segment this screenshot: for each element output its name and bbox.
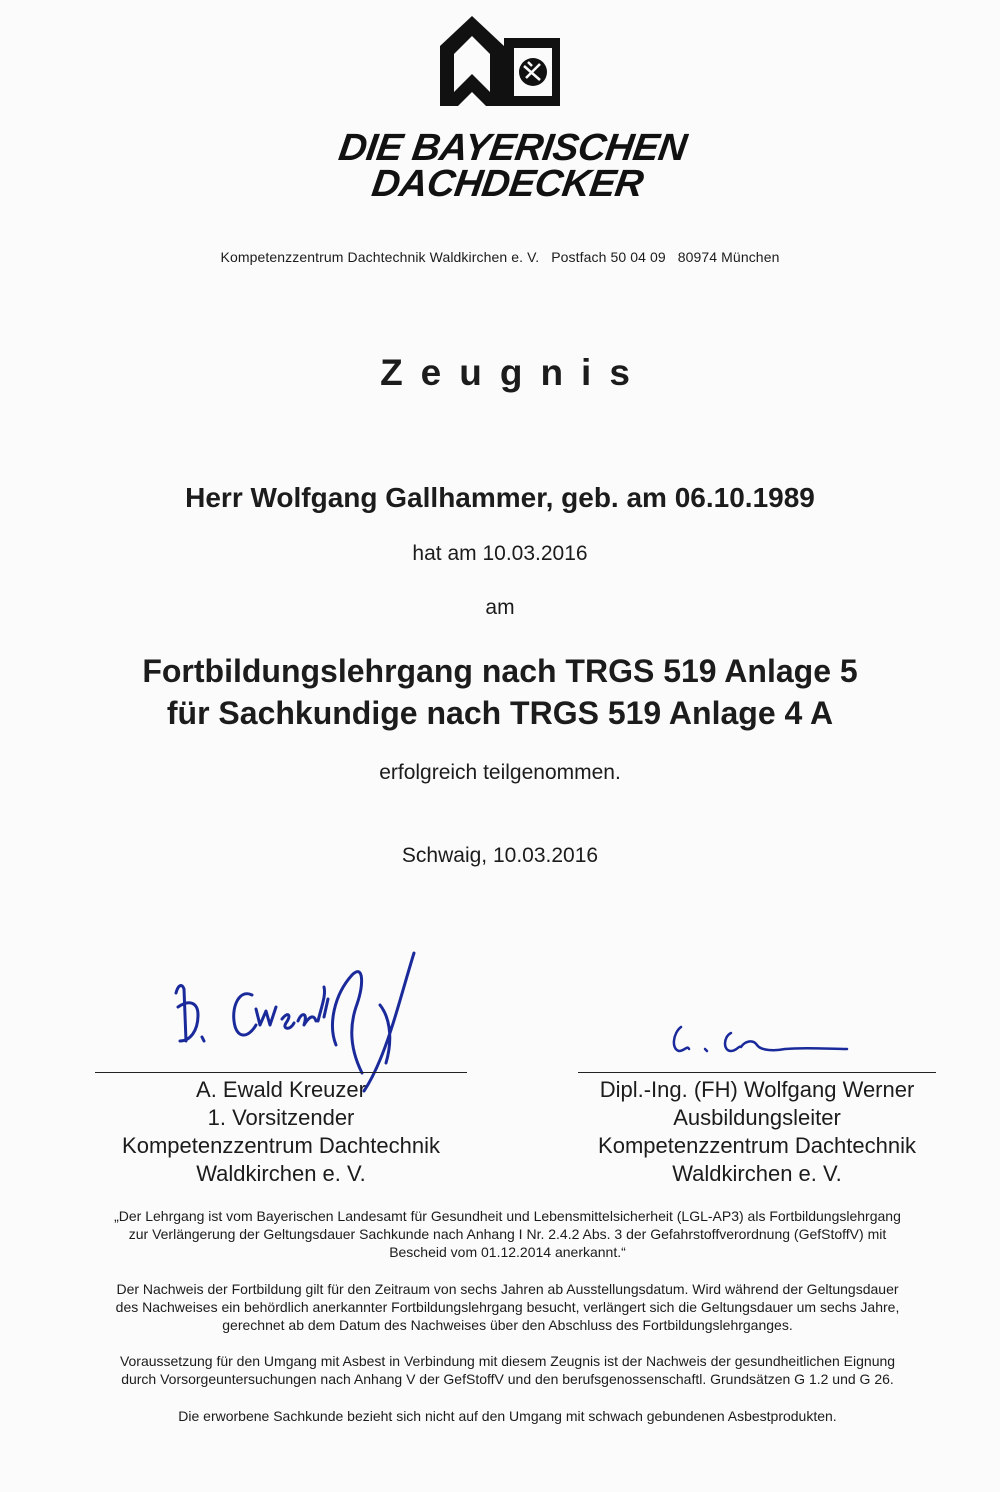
note-recognition-line-2: zur Verlängerung der Geltungsdauer Sachkunde nach Anhang I Nr. 2.4.2 Abs. 3 der Gefahrstoffverordnung (GefStoffV) mit [128, 1226, 887, 1242]
signatory-right-name: Dipl.-Ing. (FH) Wolfgang Werner [599, 1077, 915, 1102]
am-line: am [485, 596, 515, 619]
signatory-left-org-1: Kompetenzzentrum Dachtechnik [122, 1133, 440, 1158]
note-validity [50, 1280, 965, 1334]
course-title [0, 650, 1000, 734]
result-line: erfolgreich teilgenommen. [379, 761, 621, 784]
roofer-logo-icon [436, 12, 566, 112]
place-date-line: Schwaig, 10.03.2016 [401, 844, 599, 867]
logo-wordmark [291, 127, 730, 205]
signatory-right-role: Ausbildungsleiter [673, 1105, 841, 1130]
logo-line-1: DIE BAYERISCHEN [336, 127, 689, 169]
signature-line-left [95, 1072, 467, 1073]
note-requirement-line-2: durch Vorsorgeuntersuchungen nach Anhang V der GefStoffV und den berufsgenossenschaftl. Grundsätzen G 1.2 und G 26. [121, 1371, 894, 1387]
note-validity-line-2: des Nachweises ein behördlich anerkannter Fortbildungslehrgang besucht, verlängert sich die Geltungsdauer um sechs Jahre, [115, 1299, 900, 1315]
note-recognition-line-3: Bescheid vom 01.12.2014 anerkannt.“ [389, 1244, 626, 1260]
note-requirement [50, 1352, 965, 1388]
logo-line-2: DACHDECKER [369, 163, 646, 205]
organization-address: Kompetenzzentrum Dachtechnik Waldkirchen e. V. Postfach 50 04 09 80974 München [220, 249, 780, 265]
note-recognition-line-1: „Der Lehrgang ist vom Bayerischen Landesamt für Gesundheit und Lebensmittelsicherheit (LGL-AP3) als Fortbildungslehrgang [114, 1208, 901, 1224]
note-validity-line-1: Der Nachweis der Fortbildung gilt für den Zeitraum von sechs Jahren ab Ausstellungsdatum. Wird während der Geltungsdauer [116, 1281, 899, 1297]
note-scope [50, 1407, 965, 1425]
course-line-1: Fortbildungslehrgang nach TRGS 519 Anlage 5 [142, 653, 858, 689]
signatory-left-org-2: Waldkirchen e. V. [196, 1161, 366, 1186]
recipient-line: Herr Wolfgang Gallhammer, geb. am 06.10.1989 [185, 482, 815, 513]
date-line: hat am 10.03.2016 [412, 542, 588, 565]
document-title: Zeugnis [380, 352, 648, 393]
signatory-left-role: 1. Vorsitzender [207, 1105, 355, 1130]
course-line-2: für Sachkundige nach TRGS 519 Anlage 4 A [166, 695, 834, 731]
signatory-right-org-2: Waldkirchen e. V. [672, 1161, 842, 1186]
note-requirement-line-1: Voraussetzung für den Umgang mit Asbest in Verbindung mit diesem Zeugnis ist der Nachweis der gesundheitlichen Eignung [119, 1353, 896, 1369]
signature-line-right [578, 1072, 936, 1073]
note-scope-line-1: Die erworbene Sachkunde bezieht sich nicht auf den Umgang mit schwach gebundenen Asbestprodukten. [178, 1408, 837, 1424]
note-validity-line-3: gerechnet ab dem Datum des Nachweises über den Abschluss des Fortbildungslehrganges. [222, 1317, 793, 1333]
signatory-right-block [560, 1076, 954, 1188]
signature-right [665, 1015, 855, 1065]
signatory-right-org-1: Kompetenzzentrum Dachtechnik [598, 1133, 916, 1158]
note-recognition [50, 1207, 965, 1261]
signatory-left-name: A. Ewald Kreuzer [196, 1077, 366, 1102]
signatory-left-block [95, 1076, 467, 1188]
